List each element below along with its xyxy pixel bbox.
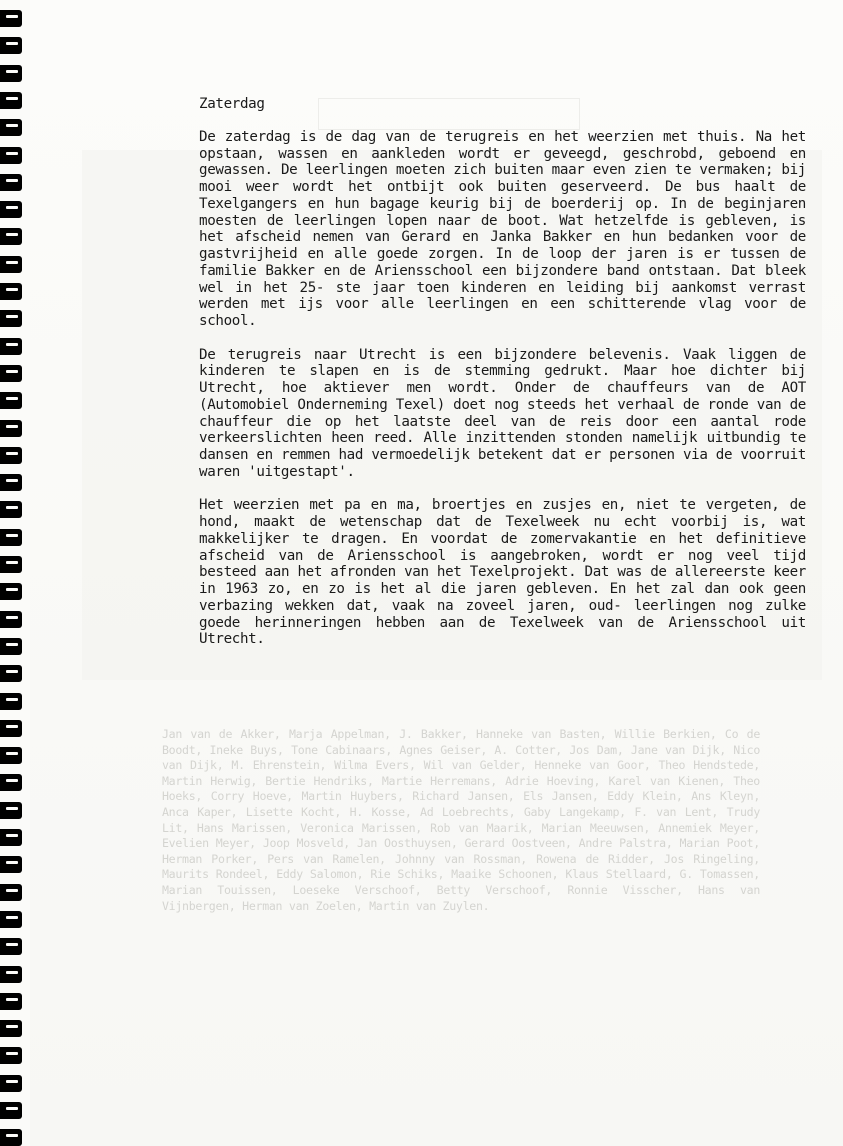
binding-ring [0, 310, 22, 327]
binding-ring [0, 283, 22, 300]
binding-ring [0, 201, 22, 218]
binding-ring [0, 665, 22, 682]
binding-ring [0, 474, 22, 491]
binding-ring [0, 966, 22, 983]
binding-ring [0, 556, 22, 573]
spiral-binding [0, 0, 30, 1146]
binding-ring [0, 747, 22, 764]
show-through-name-list: Jan van de Akker, Marja Appelman, J. Bakker, Hanneke van Basten, Willie Berkien, Co de Boodt, Ineke Buys, Tone Cabinaars, Agnes Geiser, A. Cotter, Jos Dam, Jane van Dijk, Nico van Dijk, M. Ehrenstein, Wilma Evers, Wil van Gelder, Henneke van Goor, Theo Hendstede, Martin Herwig, Bertie Hendriks, Martie Herremans, Adrie Hoeving, Karel van Kienen, Theo Hoeks, Corry Hoeve, Martin Huybers, Richard Jansen, Els Jansen, Eddy Klein, Ans Kleyn, Anca Kaper, Lisette Kocht, H. Kosse, Ad Loebrechts, Gaby Langekamp, F. van Lent, Trudy Lit, Hans Marissen, Veronica Marissen, Rob van Maarik, Marian Meeuwsen, Annemiek Meyer, Evelien Meyer, Joop Mosveld, Jan Oosthuysen, Gerard Oostveen, Andre Palstra, Marian Poot, Herman Porker, Pers van Ramelen, Johnny van Rossman, Rowena de Ridder, Jos Ringeling, Maurits Rondeel, Eddy Salomon, Rie Schiks, Maaike Schoonen, Klaus Stellaard, G. Tomassen, Marian Touissen, Loeseke Verschoof, Betty Verschoof, Ronnie Visscher, Hans van Vijnbergen, Herman van Zoelen, Martin van Zuylen. [162, 727, 760, 913]
binding-ring [0, 802, 22, 819]
binding-ring [0, 501, 22, 518]
binding-ring [0, 256, 22, 273]
binding-ring [0, 420, 22, 437]
binding-ring [0, 365, 22, 382]
section-heading: Zaterdag [199, 96, 265, 112]
binding-ring [0, 938, 22, 955]
binding-ring [0, 1102, 22, 1119]
binding-ring [0, 392, 22, 409]
binding-ring [0, 774, 22, 791]
binding-ring [0, 583, 22, 600]
binding-ring [0, 611, 22, 628]
binding-ring [0, 638, 22, 655]
binding-ring [0, 1020, 22, 1037]
binding-ring [0, 147, 22, 164]
binding-ring [0, 228, 22, 245]
binding-ring [0, 911, 22, 928]
paragraph-1: De zaterdag is de dag van de terugreis en het weerzien met thuis. Na het opstaan, wassen en aankleden wordt er geveegd, geschrobd, geboend en gewassen. De leerlingen moeten zich buiten maar even zien te vermaken; bij mooi weer wordt het ontbijt ook buiten geserveerd. De bus haalt de Texelgangers en hun bagage keurig bij de boerderij op. In de beginjaren moesten de leerlingen lopen naar de boot. Wat hetzelfde is gebleven, is het afscheid nemen van Gerard en Janka Bakker en hun bedanken voor de gastvrijheid en alle goede zorgen. In de loop der jaren is er tussen de familie Bakker en de Ariensschool een bijzondere band ontstaan. Dat bleek wel in het 25- ste jaar toen kinderen en leiding bij aankomst verrast werden met ijs voor alle leerlingen en een schitterende vlag voor de school. [199, 128, 806, 329]
binding-ring [0, 65, 22, 82]
binding-ring [0, 993, 22, 1010]
paragraph-2: De terugreis naar Utrecht is een bijzondere belevenis. Vaak liggen de kinderen te slapen en is de stemming gedrukt. Maar hoe dichter bij Utrecht, hoe aktiever men wordt. Onder de chauffeurs van de AOT (Automobiel Onderneming Texel) doet nog steeds het verhaal de ronde van de chauffeur die op het laatste deel van de reis door een aantal rode verkeerslichten heen reed. Alle inzittenden stonden namelijk uitbundig te dansen en remmen had vermoedelijk betekent dat er personen via de voorruit waren 'uitgestapt'. [199, 346, 806, 480]
paragraph-3: Het weerzien met pa en ma, broertjes en zusjes en, niet te vergeten, de hond, maakt de wetenschap dat de Texelweek nu echt voorbij is, wat makkelijker te dragen. En voordat de zomervakantie en het definitieve afscheid van de Ariensschool is aangebroken, wordt er nog veel tijd besteed aan het afronden van het Texelprojekt. Dat was de allereerste keer in 1963 zo, en zo is het al die jaren gebleven. En het zal dan ook geen verbazing wekken dat, vaak na zoveel jaren, oud- leerlingen nog zulke goede herinneringen hebben aan de Texelweek van de Ariensschool uit Utrecht. [199, 497, 806, 648]
binding-ring [0, 693, 22, 710]
binding-ring [0, 1129, 22, 1146]
binding-ring [0, 174, 22, 191]
page-body [199, 96, 806, 665]
binding-ring [0, 119, 22, 136]
binding-ring [0, 1047, 22, 1064]
binding-ring [0, 884, 22, 901]
binding-ring [0, 1075, 22, 1092]
binding-ring [0, 447, 22, 464]
binding-ring [0, 529, 22, 546]
binding-ring [0, 92, 22, 109]
binding-ring [0, 829, 22, 846]
binding-ring [0, 338, 22, 355]
binding-ring [0, 10, 22, 27]
binding-ring [0, 720, 22, 737]
binding-ring [0, 37, 22, 54]
binding-ring [0, 856, 22, 873]
